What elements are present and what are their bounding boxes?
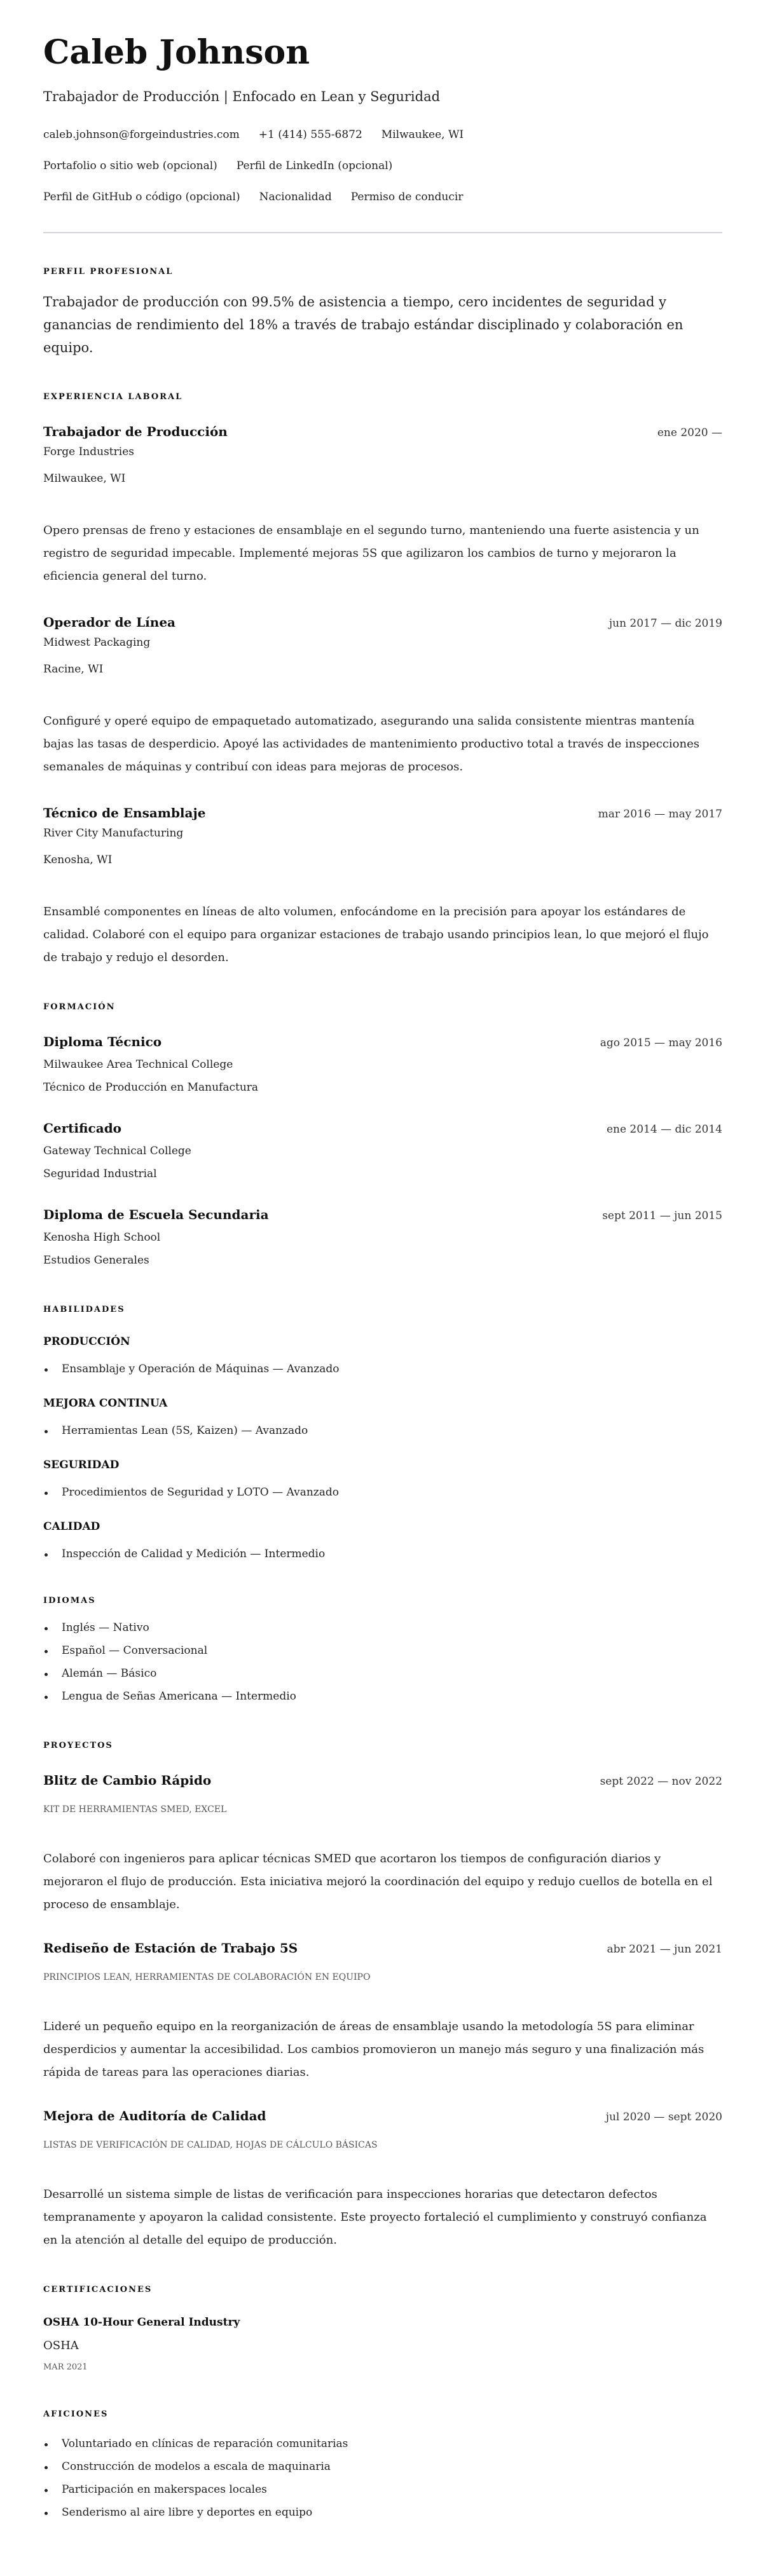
- project-title: Mejora de Auditoría de Calidad: [43, 2108, 266, 2123]
- job-entry: [43, 423, 722, 588]
- degree-title: Diploma Técnico: [43, 1034, 162, 1049]
- section-heading: AFICIONES: [43, 2409, 109, 2419]
- skill-category: MEJORA CONTINUA: [43, 1397, 168, 1410]
- certification-issuer: OSHA: [43, 2339, 79, 2352]
- project-title: Blitz de Cambio Rápido: [43, 1773, 212, 1788]
- languages-section: [43, 1595, 722, 1708]
- project-tools: PRINCIPIOS LEAN, HERRAMIENTAS DE COLABORACIÓN EN EQUIPO: [43, 1972, 371, 1982]
- project-entry: [43, 1771, 722, 1916]
- nationality-text: Nacionalidad: [259, 191, 332, 203]
- contact-row: [43, 188, 722, 206]
- project-description: Lideré un pequeño equipo en la reorganización de áreas de ensamblaje usando la metodología 5S para eliminar desperdicios y aumentar la accesibilidad. Los cambios promovieron un manejo más seguro y una finalización más rápida de tareas para las operaciones diarias.: [43, 2020, 705, 2079]
- contact-row: [43, 126, 722, 144]
- job-title: Operador de Línea: [43, 615, 176, 630]
- certification-title: OSHA 10-Hour General Industry: [43, 2316, 240, 2329]
- certification-date: MAR 2021: [43, 2362, 88, 2372]
- section-heading: FORMACIÓN: [43, 1002, 116, 1012]
- hobby-item: Participación en makerspaces locales: [43, 2478, 722, 2501]
- project-description: Desarrollé un sistema simple de listas de verificación para inspecciones horarias que detectaron defectos tempranamente y apoyaron la calidad consistente. Este proyecto fortaleció el cumplimiento y construyó confianza en la atención al detalle del equipo de producción.: [43, 2188, 707, 2247]
- section-heading: PERFIL PROFESIONAL: [43, 267, 174, 276]
- project-tools: LISTAS DE VERIFICACIÓN DE CALIDAD, HOJAS DE CÁLCULO BÁSICAS: [43, 2140, 378, 2150]
- phone-link[interactable]: +1 (414) 555-6872: [258, 128, 362, 141]
- language-item: Lengua de Señas Americana — Intermedio: [43, 1685, 722, 1708]
- job-date: ene 2020 —: [657, 426, 722, 439]
- section-heading: CERTIFICACIONES: [43, 2285, 153, 2294]
- education-entry: [43, 1119, 722, 1182]
- github-link[interactable]: Perfil de GitHub o código (opcional): [43, 191, 240, 203]
- hobby-item: Construcción de modelos a escala de maquinaria: [43, 2455, 722, 2478]
- section-heading: EXPERIENCIA LABORAL: [43, 392, 183, 402]
- education-entry: [43, 1206, 722, 1268]
- school-name: Gateway Technical College: [43, 1145, 191, 1157]
- section-heading: PROYECTOS: [43, 1741, 113, 1750]
- job-description: Configuré y operé equipo de empaquetado automatizado, asegurando una salida consistente mientras mantenía bajas las tasas de desperdicio. Apoyé las actividades de mantenimiento productivo total a través de inspecciones semanales de máquinas y contribuí con ideas para mejoras de procesos.: [43, 714, 699, 773]
- experience-section: [43, 391, 722, 969]
- skill-item: Herramientas Lean (5S, Kaizen) — Avanzado: [43, 1422, 722, 1440]
- project-date: jul 2020 — sept 2020: [605, 2111, 722, 2123]
- summary-section: [43, 266, 722, 359]
- degree-title: Certificado: [43, 1121, 122, 1136]
- education-date: sept 2011 — jun 2015: [602, 1210, 722, 1222]
- project-date: abr 2021 — jun 2021: [607, 1943, 722, 1956]
- skill-list: [43, 1483, 722, 1501]
- education-entry: [43, 1033, 722, 1095]
- education-date: ene 2014 — dic 2014: [606, 1123, 722, 1136]
- skill-list: [43, 1422, 722, 1440]
- resume-page: [43, 0, 722, 2524]
- project-description: Colaboré con ingenieros para aplicar técnicas SMED que acortaron los tiempos de configuración diarios y mejoraron el flujo de producción. Esta iniciativa mejoró la coordinación del equipo y redujo cuellos de botella en el proceso de ensamblaje.: [43, 1852, 713, 1911]
- candidate-headline: Trabajador de Producción | Enfocado en Lean y Seguridad: [43, 89, 441, 104]
- certifications-section: [43, 2284, 722, 2374]
- job-description: Ensamblé componentes en líneas de alto volumen, enfocándome en la precisión para apoyar los estándares de calidad. Colaboré con el equipo para organizar estaciones de trabajo usando principios lean, lo que mejoró el flujo de trabajo y redujo el desorden.: [43, 905, 709, 964]
- study-field: Seguridad Industrial: [43, 1168, 157, 1180]
- job-location: Kenosha, WI: [43, 854, 113, 866]
- language-item: Alemán — Básico: [43, 1662, 722, 1685]
- study-field: Técnico de Producción en Manufactura: [43, 1081, 259, 1094]
- project-entry: [43, 1939, 722, 2084]
- job-location: Milwaukee, WI: [43, 472, 126, 485]
- skill-item: Ensamblaje y Operación de Máquinas — Avanzado: [43, 1360, 722, 1378]
- skill-item: Inspección de Calidad y Medición — Intermedio: [43, 1545, 722, 1563]
- job-entry: [43, 613, 722, 779]
- hobbies-section: [43, 2408, 722, 2524]
- hobby-item: Voluntariado en clínicas de reparación comunitarias: [43, 2432, 722, 2455]
- job-company: River City Manufacturing: [43, 827, 184, 840]
- job-date: mar 2016 — may 2017: [598, 808, 722, 821]
- language-item: Inglés — Nativo: [43, 1616, 722, 1639]
- portfolio-link[interactable]: Portafolio o sitio web (opcional): [43, 160, 217, 172]
- email-link[interactable]: caleb.johnson@forgeindustries.com: [43, 128, 240, 141]
- job-company: Forge Industries: [43, 446, 134, 458]
- location-text: Milwaukee, WI: [381, 128, 464, 141]
- skills-section: [43, 1304, 722, 1563]
- projects-section: [43, 1740, 722, 2252]
- degree-title: Diploma de Escuela Secundaria: [43, 1207, 269, 1222]
- language-list: [43, 1616, 722, 1708]
- skill-category: CALIDAD: [43, 1520, 100, 1533]
- linkedin-link[interactable]: Perfil de LinkedIn (opcional): [236, 160, 393, 172]
- school-name: Kenosha High School: [43, 1231, 161, 1244]
- hobby-item: Senderismo al aire libre y deportes en equipo: [43, 2501, 722, 2524]
- header-divider: [43, 232, 722, 233]
- job-description: Opero prensas de freno y estaciones de ensamblaje en el segundo turno, manteniendo una fuerte asistencia y un registro de seguridad impecable. Implementé mejoras 5S que agilizaron los cambios de turno y mejoraron la eficiencia general del turno.: [43, 524, 699, 583]
- school-name: Milwaukee Area Technical College: [43, 1058, 233, 1071]
- summary-text: Trabajador de producción con 99.5% de asistencia a tiempo, cero incidentes de seguridad y ganancias de rendimiento del 18% a través de trabajo estándar disciplinado y colaboración en equipo.: [43, 294, 684, 355]
- skill-item: Procedimientos de Seguridad y LOTO — Avanzado: [43, 1483, 722, 1501]
- education-section: [43, 1001, 722, 1268]
- job-date: jun 2017 — dic 2019: [608, 617, 722, 630]
- project-date: sept 2022 — nov 2022: [600, 1775, 722, 1788]
- job-title: Técnico de Ensamblaje: [43, 805, 206, 821]
- resume-header: [43, 34, 722, 206]
- project-entry: [43, 2107, 722, 2252]
- skill-category: PRODUCCIÓN: [43, 1335, 130, 1348]
- hobby-list: [43, 2432, 722, 2524]
- language-item: Español — Conversacional: [43, 1639, 722, 1662]
- section-heading: HABILIDADES: [43, 1305, 125, 1314]
- study-field: Estudios Generales: [43, 1254, 149, 1267]
- education-date: ago 2015 — may 2016: [600, 1037, 722, 1049]
- skill-list: [43, 1545, 722, 1563]
- job-company: Midwest Packaging: [43, 636, 151, 649]
- driving-license-text: Permiso de conducir: [350, 191, 464, 203]
- job-entry: [43, 804, 722, 969]
- project-tools: KIT DE HERRAMIENTAS SMED, EXCEL: [43, 1804, 227, 1815]
- skill-list: [43, 1360, 722, 1378]
- candidate-name: Caleb Johnson: [43, 33, 310, 72]
- job-location: Racine, WI: [43, 663, 104, 676]
- contact-row: [43, 157, 722, 175]
- project-title: Rediseño de Estación de Trabajo 5S: [43, 1940, 298, 1956]
- job-title: Trabajador de Producción: [43, 424, 228, 439]
- skill-category: SEGURIDAD: [43, 1459, 120, 1471]
- section-heading: IDIOMAS: [43, 1596, 96, 1605]
